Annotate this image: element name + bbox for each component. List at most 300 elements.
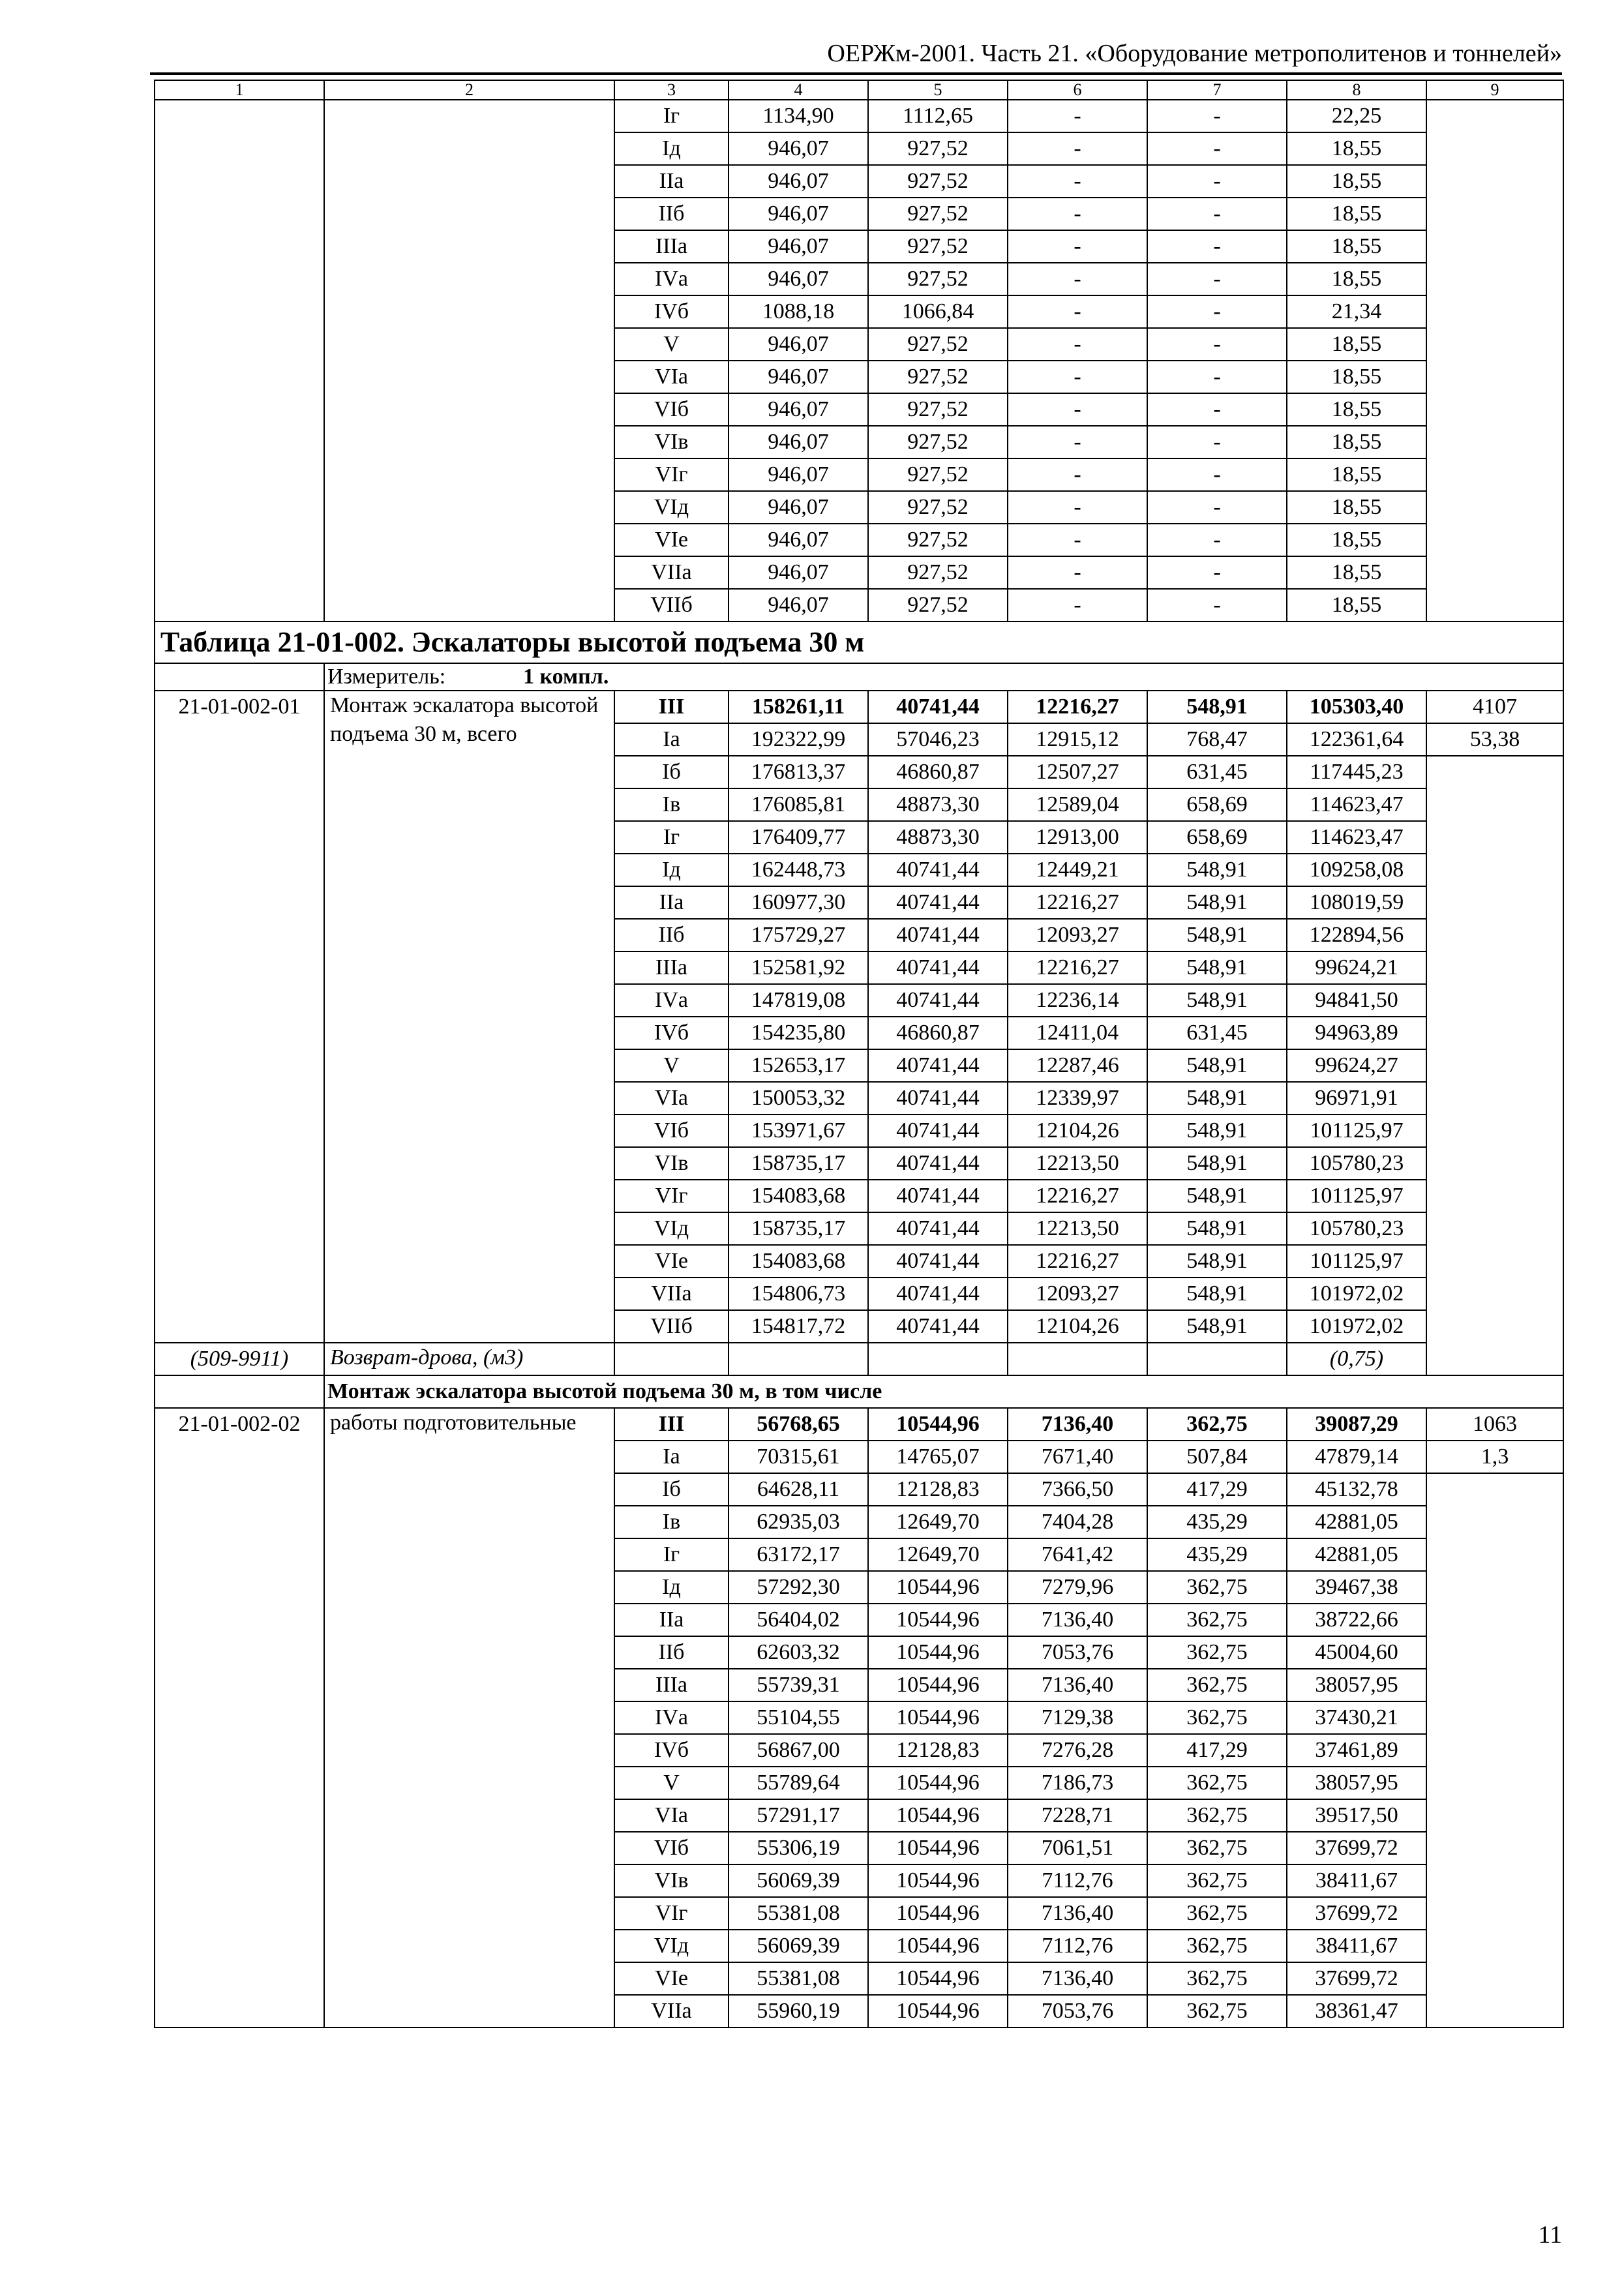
driver-wages-cell: 548,91 [1147,1147,1287,1180]
machines-cell: - [1008,556,1147,589]
zone-cell: VIе [614,1962,729,1995]
total-cost-cell: 946,07 [729,263,868,295]
column-number-row [155,80,1563,100]
wages-cell: 927,52 [868,165,1008,198]
column-number: 9 [1426,80,1563,100]
materials-cell: 18,55 [1287,524,1426,556]
zone-cell: VIIб [614,589,729,621]
materials-cell: 39467,38 [1287,1571,1426,1604]
driver-wages-cell: 658,69 [1147,821,1287,854]
driver-wages-cell: 548,91 [1147,919,1287,951]
materials-cell: 101972,02 [1287,1278,1426,1310]
materials-cell: 99624,21 [1287,951,1426,984]
machines-cell: 12216,27 [1008,1245,1147,1278]
materials-cell: 101972,02 [1287,1310,1426,1343]
total-cost-cell: 154083,68 [729,1180,868,1212]
materials-cell: 114623,47 [1287,788,1426,821]
zone-cell: III [614,691,729,723]
col9-cell [1426,100,1563,621]
machines-cell: 12913,00 [1008,821,1147,854]
col9-cell: 53,38 [1426,723,1563,756]
meter-cell [324,663,1563,691]
subheader-spacer [155,1375,324,1408]
zone-cell: VIа [614,1082,729,1115]
zone-cell: VIг [614,1180,729,1212]
materials-cell: 38057,95 [1287,1669,1426,1701]
column-number: 7 [1147,80,1287,100]
machines-cell: - [1008,165,1147,198]
wages-cell: 927,52 [868,458,1008,491]
zone-cell: VIв [614,1864,729,1897]
driver-wages-cell: 548,91 [1147,1278,1287,1310]
machines-cell: 7671,40 [1008,1441,1147,1473]
driver-wages-cell: - [1147,361,1287,393]
materials-cell: 18,55 [1287,556,1426,589]
machines-cell: 7061,51 [1008,1832,1147,1864]
wages-cell: 40741,44 [868,1115,1008,1147]
wages-cell: 10544,96 [868,1571,1008,1604]
zone-cell: Iд [614,1571,729,1604]
empty-cell [868,1343,1008,1375]
zone-cell: VIб [614,1115,729,1147]
wages-cell: 927,52 [868,328,1008,361]
total-cost-cell: 946,07 [729,198,868,230]
zone-cell: Iг [614,1538,729,1571]
machines-cell: 12287,46 [1008,1049,1147,1082]
machines-cell: 7136,40 [1008,1408,1147,1441]
wages-cell: 927,52 [868,230,1008,263]
total-cost-cell: 56069,39 [729,1864,868,1897]
zone-cell: Iд [614,854,729,886]
total-cost-cell: 57291,17 [729,1799,868,1832]
driver-wages-cell: 362,75 [1147,1962,1287,1995]
materials-cell: 109258,08 [1287,854,1426,886]
total-cost-cell: 56768,65 [729,1408,868,1441]
zone-cell: Iв [614,1506,729,1538]
col9-cell: 4107 [1426,691,1563,723]
total-cost-cell: 160977,30 [729,886,868,919]
meter-label: Измеритель: [327,665,446,689]
materials-cell: 18,55 [1287,230,1426,263]
wages-cell: 40741,44 [868,1245,1008,1278]
zone-cell: Iд [614,132,729,165]
driver-wages-cell: 362,75 [1147,1767,1287,1799]
materials-cell: 114623,47 [1287,821,1426,854]
zone-cell: VIб [614,393,729,426]
zone-cell: VIIа [614,1995,729,2027]
total-cost-cell: 946,07 [729,132,868,165]
return-row [155,1343,1563,1375]
machines-cell: 12216,27 [1008,691,1147,723]
materials-cell: 101125,97 [1287,1180,1426,1212]
total-cost-cell: 147819,08 [729,984,868,1017]
zone-cell: VIб [614,1832,729,1864]
total-cost-cell: 946,07 [729,524,868,556]
machines-cell: - [1008,263,1147,295]
total-cost-cell: 946,07 [729,556,868,589]
total-cost-cell: 63172,17 [729,1538,868,1571]
zone-cell: IIIа [614,230,729,263]
meter-value: 1 компл. [523,665,609,689]
rates-table [154,80,1564,2028]
driver-wages-cell: 548,91 [1147,1180,1287,1212]
total-cost-cell: 192322,99 [729,723,868,756]
materials-cell: 38722,66 [1287,1604,1426,1636]
total-cost-cell: 176085,81 [729,788,868,821]
column-number: 4 [729,80,868,100]
machines-cell: 12411,04 [1008,1017,1147,1049]
materials-cell: 42881,05 [1287,1506,1426,1538]
zone-cell: VIд [614,1212,729,1245]
wages-cell: 927,52 [868,198,1008,230]
materials-cell: 37461,89 [1287,1734,1426,1767]
wages-cell: 10544,96 [868,1701,1008,1734]
driver-wages-cell: - [1147,198,1287,230]
machines-cell: 12507,27 [1008,756,1147,788]
total-cost-cell: 56069,39 [729,1930,868,1962]
materials-cell: 37699,72 [1287,1897,1426,1930]
col9-cell: 1063 [1426,1408,1563,1441]
wages-cell: 40741,44 [868,1147,1008,1180]
total-cost-cell: 946,07 [729,361,868,393]
driver-wages-cell: - [1147,328,1287,361]
wages-cell: 12649,70 [868,1506,1008,1538]
materials-cell: 42881,05 [1287,1538,1426,1571]
zone-cell: IIа [614,1604,729,1636]
machines-cell: - [1008,295,1147,328]
zone-cell: VIд [614,491,729,524]
total-cost-cell: 175729,27 [729,919,868,951]
zone-cell: Iг [614,821,729,854]
total-cost-cell: 55960,19 [729,1995,868,2027]
driver-wages-cell: - [1147,263,1287,295]
total-cost-cell: 946,07 [729,426,868,458]
materials-cell: 94841,50 [1287,984,1426,1017]
meter-spacer [155,663,324,691]
zone-cell: Iг [614,100,729,132]
driver-wages-cell: 362,75 [1147,1864,1287,1897]
column-number: 3 [614,80,729,100]
wages-cell: 40741,44 [868,984,1008,1017]
total-cost-cell: 946,07 [729,458,868,491]
materials-cell: 18,55 [1287,426,1426,458]
driver-wages-cell: - [1147,589,1287,621]
machines-cell: 12236,14 [1008,984,1147,1017]
zone-cell: VIв [614,426,729,458]
code-cell: 21-01-002-01 [155,691,324,1343]
total-cost-cell: 152653,17 [729,1049,868,1082]
wages-cell: 927,52 [868,361,1008,393]
machines-cell: 12104,26 [1008,1310,1147,1343]
materials-cell: 21,34 [1287,295,1426,328]
machines-cell: 7404,28 [1008,1506,1147,1538]
empty-cell [1147,1343,1287,1375]
machines-cell: 7136,40 [1008,1669,1147,1701]
driver-wages-cell: - [1147,524,1287,556]
wages-cell: 40741,44 [868,1180,1008,1212]
materials-cell: 18,55 [1287,361,1426,393]
driver-wages-cell: 548,91 [1147,1082,1287,1115]
wages-cell: 927,52 [868,556,1008,589]
total-cost-cell: 176813,37 [729,756,868,788]
total-cost-cell: 946,07 [729,589,868,621]
zone-cell: IIIа [614,1669,729,1701]
materials-cell: 105780,23 [1287,1212,1426,1245]
driver-wages-cell: 548,91 [1147,1310,1287,1343]
materials-cell: 38411,67 [1287,1930,1426,1962]
machines-cell: 12589,04 [1008,788,1147,821]
zone-cell: VIе [614,1245,729,1278]
wages-cell: 10544,96 [868,1408,1008,1441]
return-value-cell: (0,75) [1287,1343,1426,1375]
zone-cell: IVб [614,295,729,328]
driver-wages-cell: 362,75 [1147,1897,1287,1930]
materials-cell: 101125,97 [1287,1245,1426,1278]
wages-cell: 927,52 [868,263,1008,295]
zone-cell: VIд [614,1930,729,1962]
zone-cell: Iб [614,1473,729,1506]
driver-wages-cell: - [1147,556,1287,589]
driver-wages-cell: - [1147,426,1287,458]
materials-cell: 18,55 [1287,328,1426,361]
wages-cell: 1066,84 [868,295,1008,328]
materials-cell: 45132,78 [1287,1473,1426,1506]
wages-cell: 40741,44 [868,1278,1008,1310]
col9-cell [1426,756,1563,1375]
machines-cell: 7053,76 [1008,1636,1147,1669]
wages-cell: 12128,83 [868,1734,1008,1767]
driver-wages-cell: - [1147,132,1287,165]
machines-cell: 7279,96 [1008,1571,1147,1604]
return-label-cell: Возврат-дрова, (м3) [324,1343,614,1375]
driver-wages-cell: 548,91 [1147,951,1287,984]
page-number: 11 [1538,2221,1562,2249]
return-code-cell: (509-9911) [155,1343,324,1375]
wages-cell: 10544,96 [868,1669,1008,1701]
machines-cell: - [1008,426,1147,458]
total-cost-cell: 55739,31 [729,1669,868,1701]
wages-cell: 40741,44 [868,1049,1008,1082]
driver-wages-cell: - [1147,393,1287,426]
driver-wages-cell: 362,75 [1147,1832,1287,1864]
wages-cell: 40741,44 [868,886,1008,919]
wages-cell: 40741,44 [868,854,1008,886]
driver-wages-cell: 507,84 [1147,1441,1287,1473]
driver-wages-cell: 362,75 [1147,1995,1287,2027]
wages-cell: 40741,44 [868,951,1008,984]
materials-cell: 117445,23 [1287,756,1426,788]
total-cost-cell: 57292,30 [729,1571,868,1604]
total-cost-cell: 946,07 [729,393,868,426]
driver-wages-cell: 417,29 [1147,1734,1287,1767]
driver-wages-cell: 362,75 [1147,1799,1287,1832]
total-cost-cell: 55789,64 [729,1767,868,1799]
machines-cell: 12216,27 [1008,886,1147,919]
empty-cell [614,1343,729,1375]
total-cost-cell: 64628,11 [729,1473,868,1506]
materials-cell: 39087,29 [1287,1408,1426,1441]
zone-cell: V [614,1049,729,1082]
driver-wages-cell: 768,47 [1147,723,1287,756]
driver-wages-cell: 362,75 [1147,1669,1287,1701]
machines-cell: 7112,76 [1008,1930,1147,1962]
wages-cell: 12128,83 [868,1473,1008,1506]
subheader-title: Монтаж эскалатора высотой подъема 30 м, в том числе [324,1375,1563,1408]
table-row [155,100,1563,132]
wages-cell: 10544,96 [868,1799,1008,1832]
machines-cell: 12213,50 [1008,1147,1147,1180]
driver-wages-cell: 417,29 [1147,1473,1287,1506]
wages-cell: 40741,44 [868,1082,1008,1115]
materials-cell: 38361,47 [1287,1995,1426,2027]
machines-cell: - [1008,491,1147,524]
zone-cell: VIг [614,458,729,491]
total-cost-cell: 154083,68 [729,1245,868,1278]
zone-cell: VIIа [614,1278,729,1310]
materials-cell: 108019,59 [1287,886,1426,919]
code-cell [155,100,324,621]
column-number: 8 [1287,80,1426,100]
machines-cell: 7136,40 [1008,1604,1147,1636]
machines-cell: - [1008,393,1147,426]
col9-cell [1426,1473,1563,2027]
zone-cell: IIб [614,1636,729,1669]
machines-cell: - [1008,589,1147,621]
total-cost-cell: 162448,73 [729,854,868,886]
total-cost-cell: 158261,11 [729,691,868,723]
materials-cell: 45004,60 [1287,1636,1426,1669]
materials-cell: 18,55 [1287,589,1426,621]
machines-cell: 12216,27 [1008,951,1147,984]
machines-cell: 12213,50 [1008,1212,1147,1245]
wages-cell: 10544,96 [868,1930,1008,1962]
driver-wages-cell: - [1147,230,1287,263]
machines-cell: 7276,28 [1008,1734,1147,1767]
machines-cell: 7228,71 [1008,1799,1147,1832]
materials-cell: 99624,27 [1287,1049,1426,1082]
wages-cell: 10544,96 [868,1767,1008,1799]
materials-cell: 122894,56 [1287,919,1426,951]
machines-cell: 12339,97 [1008,1082,1147,1115]
machines-cell: 12915,12 [1008,723,1147,756]
driver-wages-cell: 548,91 [1147,1049,1287,1082]
materials-cell: 105303,40 [1287,691,1426,723]
driver-wages-cell: 435,29 [1147,1538,1287,1571]
machines-cell: - [1008,458,1147,491]
column-number: 1 [155,80,324,100]
materials-cell: 38057,95 [1287,1767,1426,1799]
wages-cell: 48873,30 [868,788,1008,821]
driver-wages-cell: - [1147,458,1287,491]
total-cost-cell: 946,07 [729,165,868,198]
wages-cell: 10544,96 [868,1604,1008,1636]
zone-cell: VIг [614,1897,729,1930]
total-cost-cell: 158735,17 [729,1147,868,1180]
materials-cell: 94963,89 [1287,1017,1426,1049]
wages-cell: 14765,07 [868,1441,1008,1473]
materials-cell: 101125,97 [1287,1115,1426,1147]
wages-cell: 10544,96 [868,1864,1008,1897]
page-header-title: ОЕРЖм-2001. Часть 21. «Оборудование метрополитенов и тоннелей» [827,40,1562,67]
machines-cell: 7129,38 [1008,1701,1147,1734]
total-cost-cell: 946,07 [729,230,868,263]
machines-cell: 12093,27 [1008,919,1147,951]
materials-cell: 18,55 [1287,263,1426,295]
driver-wages-cell: 435,29 [1147,1506,1287,1538]
materials-cell: 96971,91 [1287,1082,1426,1115]
zone-cell: VIа [614,1799,729,1832]
total-cost-cell: 55381,08 [729,1962,868,1995]
machines-cell: 12216,27 [1008,1180,1147,1212]
zone-cell: VIIб [614,1310,729,1343]
total-cost-cell: 946,07 [729,491,868,524]
total-cost-cell: 152581,92 [729,951,868,984]
zone-cell: IVб [614,1017,729,1049]
machines-cell: - [1008,524,1147,556]
zone-cell: Iв [614,788,729,821]
materials-cell: 18,55 [1287,393,1426,426]
total-cost-cell: 62603,32 [729,1636,868,1669]
driver-wages-cell: 548,91 [1147,984,1287,1017]
wages-cell: 57046,23 [868,723,1008,756]
driver-wages-cell: - [1147,491,1287,524]
machines-cell: 7136,40 [1008,1897,1147,1930]
table-row [155,691,1563,723]
materials-cell: 18,55 [1287,198,1426,230]
machines-cell: - [1008,361,1147,393]
work-name-cell: работы подготовительные [324,1408,614,2027]
zone-cell: Iа [614,723,729,756]
total-cost-cell: 150053,32 [729,1082,868,1115]
driver-wages-cell: 631,45 [1147,1017,1287,1049]
materials-cell: 18,55 [1287,458,1426,491]
column-number: 5 [868,80,1008,100]
wages-cell: 927,52 [868,589,1008,621]
driver-wages-cell: 548,91 [1147,854,1287,886]
zone-cell: VIв [614,1147,729,1180]
empty-cell [729,1343,868,1375]
driver-wages-cell: 362,75 [1147,1604,1287,1636]
total-cost-cell: 1088,18 [729,295,868,328]
total-cost-cell: 62935,03 [729,1506,868,1538]
wages-cell: 10544,96 [868,1832,1008,1864]
wages-cell: 927,52 [868,524,1008,556]
table-row [155,1408,1563,1441]
zone-cell: III [614,1408,729,1441]
machines-cell: 7366,50 [1008,1473,1147,1506]
wages-cell: 40741,44 [868,1212,1008,1245]
materials-cell: 18,55 [1287,491,1426,524]
driver-wages-cell: 548,91 [1147,886,1287,919]
name-cell [324,100,614,621]
total-cost-cell: 55306,19 [729,1832,868,1864]
materials-cell: 22,25 [1287,100,1426,132]
total-cost-cell: 154235,80 [729,1017,868,1049]
wages-cell: 40741,44 [868,919,1008,951]
total-cost-cell: 176409,77 [729,821,868,854]
driver-wages-cell: 548,91 [1147,1212,1287,1245]
materials-cell: 18,55 [1287,165,1426,198]
zone-cell: V [614,328,729,361]
column-number: 2 [324,80,614,100]
col9-cell: 1,3 [1426,1441,1563,1473]
total-cost-cell: 70315,61 [729,1441,868,1473]
machines-cell: - [1008,132,1147,165]
materials-cell: 37430,21 [1287,1701,1426,1734]
zone-cell: V [614,1767,729,1799]
total-cost-cell: 153971,67 [729,1115,868,1147]
zone-cell: IVа [614,1701,729,1734]
